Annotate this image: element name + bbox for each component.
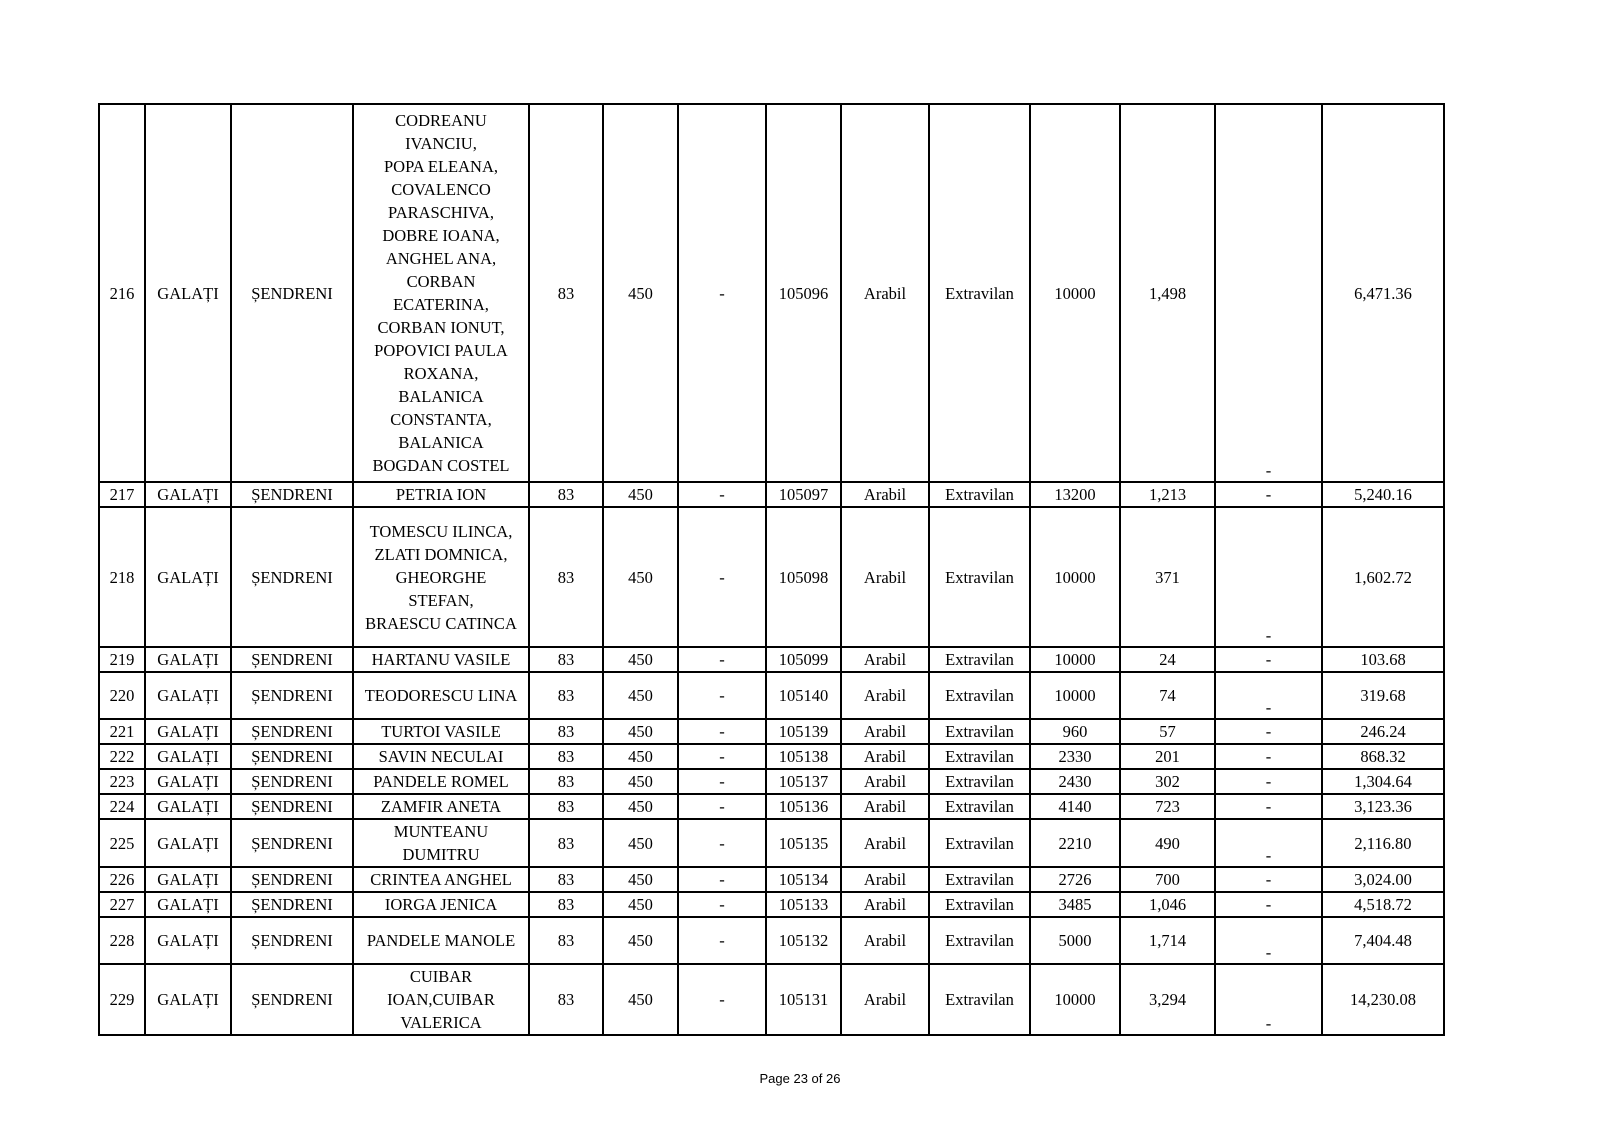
- amount-cell: 4,518.72: [1322, 892, 1444, 917]
- parcela-cell: 450: [603, 719, 678, 744]
- owner-line: ROXANA,: [403, 364, 479, 383]
- tarla-cell: 83: [529, 769, 603, 794]
- tarla-cell: 83: [529, 917, 603, 964]
- county-cell: GALAȚI: [145, 867, 231, 892]
- parcela-cell: 450: [603, 964, 678, 1035]
- blank-cell: -: [678, 794, 766, 819]
- owner-line: CRINTEA ANGHEL: [370, 870, 512, 889]
- amount-cell: 7,404.48: [1322, 917, 1444, 964]
- land-use-cell: Arabil: [841, 964, 929, 1035]
- tarla-cell: 83: [529, 964, 603, 1035]
- owner-line: PANDELE MANOLE: [366, 931, 516, 950]
- row-number: 228: [99, 917, 145, 964]
- parcela-cell: 450: [603, 647, 678, 672]
- amount-cell: 6,471.36: [1322, 104, 1444, 482]
- blank-cell: -: [678, 482, 766, 507]
- county-cell: GALAȚI: [145, 104, 231, 482]
- county-cell: GALAȚI: [145, 744, 231, 769]
- blank-cell: -: [678, 744, 766, 769]
- amount-cell: 5,240.16: [1322, 482, 1444, 507]
- owners-cell: [353, 507, 529, 647]
- expropriated-area-cell: 1,714: [1120, 917, 1215, 964]
- tarla-cell: 83: [529, 672, 603, 719]
- owners-cell: [353, 672, 529, 719]
- mark-cell: -: [1215, 794, 1322, 819]
- owner-line: DUMITRU: [402, 845, 480, 864]
- amount-cell: 2,116.80: [1322, 819, 1444, 867]
- table-row: [99, 769, 1444, 794]
- owner-line: CORBAN IONUT,: [377, 318, 505, 337]
- tarla-cell: 83: [529, 867, 603, 892]
- county-cell: GALAȚI: [145, 647, 231, 672]
- cadastral-number-cell: 105140: [766, 672, 841, 719]
- parcela-cell: 450: [603, 917, 678, 964]
- owner-line: PETRIA ION: [395, 485, 487, 504]
- zone-cell: Extravilan: [929, 482, 1030, 507]
- row-number: 225: [99, 819, 145, 867]
- tarla-cell: 83: [529, 719, 603, 744]
- owner-line: BALANICA: [398, 387, 484, 406]
- zone-cell: Extravilan: [929, 672, 1030, 719]
- locality-cell: ȘENDRENI: [231, 104, 353, 482]
- parcela-cell: 450: [603, 104, 678, 482]
- owners-cell: [353, 647, 529, 672]
- page-number: Page 23 of 26: [759, 1071, 841, 1086]
- amount-cell: 1,304.64: [1322, 769, 1444, 794]
- amount-cell: 246.24: [1322, 719, 1444, 744]
- owner-line: CORBAN: [406, 272, 476, 291]
- table-row: [99, 867, 1444, 892]
- land-use-cell: Arabil: [841, 892, 929, 917]
- owners-cell: [353, 482, 529, 507]
- row-number: 221: [99, 719, 145, 744]
- total-area-cell: 2330: [1030, 744, 1120, 769]
- mark-cell: -: [1215, 647, 1322, 672]
- zone-cell: Extravilan: [929, 794, 1030, 819]
- land-use-cell: Arabil: [841, 104, 929, 482]
- owner-line: IOAN,CUIBAR: [387, 990, 495, 1009]
- total-area-cell: 2210: [1030, 819, 1120, 867]
- locality-cell: ȘENDRENI: [231, 744, 353, 769]
- parcela-cell: 450: [603, 867, 678, 892]
- county-cell: GALAȚI: [145, 819, 231, 867]
- locality-cell: ȘENDRENI: [231, 964, 353, 1035]
- blank-cell: -: [678, 769, 766, 794]
- locality-cell: ȘENDRENI: [231, 794, 353, 819]
- total-area-cell: 960: [1030, 719, 1120, 744]
- cadastral-number-cell: 105134: [766, 867, 841, 892]
- total-area-cell: 5000: [1030, 917, 1120, 964]
- blank-cell: -: [678, 104, 766, 482]
- owners-cell: [353, 769, 529, 794]
- tarla-cell: 83: [529, 892, 603, 917]
- tarla-cell: 83: [529, 647, 603, 672]
- row-number: 227: [99, 892, 145, 917]
- blank-cell: -: [678, 647, 766, 672]
- zone-cell: Extravilan: [929, 719, 1030, 744]
- table-row: [99, 794, 1444, 819]
- expropriated-area-cell: 371: [1120, 507, 1215, 647]
- row-number: 222: [99, 744, 145, 769]
- locality-cell: ȘENDRENI: [231, 867, 353, 892]
- cadastral-number-cell: 105135: [766, 819, 841, 867]
- total-area-cell: 3485: [1030, 892, 1120, 917]
- owner-line: ANGHEL ANA,: [385, 249, 497, 268]
- owner-line: IORGA JENICA: [384, 895, 498, 914]
- blank-cell: -: [678, 917, 766, 964]
- owner-line: BALANICA: [398, 433, 484, 452]
- table-row: [99, 672, 1444, 719]
- expropriated-area-cell: 1,213: [1120, 482, 1215, 507]
- expropriated-area-cell: 24: [1120, 647, 1215, 672]
- owner-line: PARASCHIVA,: [388, 203, 494, 222]
- total-area-cell: 10000: [1030, 964, 1120, 1035]
- county-cell: GALAȚI: [145, 719, 231, 744]
- total-area-cell: 13200: [1030, 482, 1120, 507]
- mark-cell: -: [1215, 482, 1322, 507]
- total-area-cell: 2726: [1030, 867, 1120, 892]
- land-use-cell: Arabil: [841, 867, 929, 892]
- owner-line: TURTOI VASILE: [381, 722, 501, 741]
- owners-cell: [353, 867, 529, 892]
- land-use-cell: Arabil: [841, 482, 929, 507]
- expropriated-area-cell: 1,498: [1120, 104, 1215, 482]
- owner-line: STEFAN,: [408, 590, 474, 610]
- owner-line: VALERICA: [400, 1013, 482, 1032]
- total-area-cell: 10000: [1030, 672, 1120, 719]
- row-number: 216: [99, 104, 145, 482]
- zone-cell: Extravilan: [929, 917, 1030, 964]
- locality-cell: ȘENDRENI: [231, 917, 353, 964]
- parcela-cell: 450: [603, 819, 678, 867]
- blank-cell: -: [678, 819, 766, 867]
- amount-cell: 3,123.36: [1322, 794, 1444, 819]
- land-use-cell: Arabil: [841, 769, 929, 794]
- land-use-cell: Arabil: [841, 744, 929, 769]
- mark-cell: -: [1215, 819, 1322, 867]
- mark-cell: -: [1215, 867, 1322, 892]
- owner-line: CODREANU: [395, 111, 487, 130]
- mark-cell: -: [1215, 892, 1322, 917]
- parcela-cell: 450: [603, 482, 678, 507]
- county-cell: GALAȚI: [145, 482, 231, 507]
- table-row: [99, 507, 1444, 647]
- mark-cell: -: [1215, 507, 1322, 647]
- zone-cell: Extravilan: [929, 507, 1030, 647]
- cadastral-number-cell: 105131: [766, 964, 841, 1035]
- county-cell: GALAȚI: [145, 507, 231, 647]
- zone-cell: Extravilan: [929, 892, 1030, 917]
- county-cell: GALAȚI: [145, 672, 231, 719]
- parcela-cell: 450: [603, 892, 678, 917]
- land-use-cell: Arabil: [841, 794, 929, 819]
- parcela-cell: 450: [603, 769, 678, 794]
- tarla-cell: 83: [529, 819, 603, 867]
- owner-line: ECATERINA,: [393, 295, 489, 314]
- tarla-cell: 83: [529, 482, 603, 507]
- cadastral-number-cell: 105097: [766, 482, 841, 507]
- table-row: [99, 917, 1444, 964]
- cadastral-number-cell: 105137: [766, 769, 841, 794]
- owner-line: PANDELE ROMEL: [373, 772, 509, 791]
- owners-cell: [353, 744, 529, 769]
- locality-cell: ȘENDRENI: [231, 819, 353, 867]
- amount-cell: 319.68: [1322, 672, 1444, 719]
- cadastral-number-cell: 105133: [766, 892, 841, 917]
- total-area-cell: 4140: [1030, 794, 1120, 819]
- locality-cell: ȘENDRENI: [231, 482, 353, 507]
- row-number: 226: [99, 867, 145, 892]
- cadastral-number-cell: 105132: [766, 917, 841, 964]
- expropriated-area-cell: 74: [1120, 672, 1215, 719]
- blank-cell: -: [678, 964, 766, 1035]
- expropriation-table: [98, 103, 1445, 1036]
- owners-cell: [353, 819, 529, 867]
- owner-line: CUIBAR: [409, 967, 473, 986]
- table-row: [99, 719, 1444, 744]
- owner-line: MUNTEANU: [393, 822, 489, 841]
- parcela-cell: 450: [603, 744, 678, 769]
- owner-line: CONSTANTA,: [390, 410, 492, 429]
- expropriated-area-cell: 1,046: [1120, 892, 1215, 917]
- owner-line: GHEORGHE: [395, 567, 487, 587]
- locality-cell: ȘENDRENI: [231, 719, 353, 744]
- table-row: [99, 892, 1444, 917]
- owner-line: SAVIN NECULAI: [378, 747, 504, 766]
- mark-cell: -: [1215, 964, 1322, 1035]
- cadastral-number-cell: 105139: [766, 719, 841, 744]
- amount-cell: 103.68: [1322, 647, 1444, 672]
- owner-line: ZAMFIR ANETA: [380, 797, 502, 816]
- parcela-cell: 450: [603, 794, 678, 819]
- table-row: [99, 647, 1444, 672]
- owners-cell: [353, 964, 529, 1035]
- owner-line: POPOVICI PAULA: [374, 341, 508, 360]
- table-row: [99, 964, 1444, 1035]
- row-number: 224: [99, 794, 145, 819]
- owner-line: BOGDAN COSTEL: [372, 456, 510, 475]
- cadastral-number-cell: 105099: [766, 647, 841, 672]
- county-cell: GALAȚI: [145, 917, 231, 964]
- total-area-cell: 10000: [1030, 647, 1120, 672]
- expropriated-area-cell: 201: [1120, 744, 1215, 769]
- total-area-cell: 2430: [1030, 769, 1120, 794]
- row-number: 229: [99, 964, 145, 1035]
- zone-cell: Extravilan: [929, 647, 1030, 672]
- county-cell: GALAȚI: [145, 794, 231, 819]
- owner-line: BRAESCU CATINCA: [365, 613, 517, 633]
- row-number: 218: [99, 507, 145, 647]
- cadastral-number-cell: 105136: [766, 794, 841, 819]
- owner-line: COVALENCO: [391, 180, 491, 199]
- owners-cell: [353, 917, 529, 964]
- amount-cell: 3,024.00: [1322, 867, 1444, 892]
- land-use-cell: Arabil: [841, 917, 929, 964]
- parcela-cell: 450: [603, 507, 678, 647]
- owner-line: TOMESCU ILINCA,: [369, 521, 513, 541]
- total-area-cell: 10000: [1030, 104, 1120, 482]
- tarla-cell: 83: [529, 794, 603, 819]
- tarla-cell: 83: [529, 744, 603, 769]
- total-area-cell: 10000: [1030, 507, 1120, 647]
- owners-cell: [353, 104, 529, 482]
- land-use-cell: Arabil: [841, 672, 929, 719]
- table-row: [99, 819, 1444, 867]
- land-use-cell: Arabil: [841, 719, 929, 744]
- owner-line: TEODORESCU LINA: [364, 686, 518, 705]
- owners-cell: [353, 892, 529, 917]
- expropriated-area-cell: 57: [1120, 719, 1215, 744]
- owners-cell: [353, 794, 529, 819]
- owner-line: ZLATI DOMNICA,: [374, 544, 508, 564]
- cadastral-number-cell: 105098: [766, 507, 841, 647]
- blank-cell: -: [678, 719, 766, 744]
- tarla-cell: 83: [529, 507, 603, 647]
- locality-cell: ȘENDRENI: [231, 507, 353, 647]
- amount-cell: 1,602.72: [1322, 507, 1444, 647]
- cadastral-number-cell: 105096: [766, 104, 841, 482]
- locality-cell: ȘENDRENI: [231, 647, 353, 672]
- county-cell: GALAȚI: [145, 964, 231, 1035]
- zone-cell: Extravilan: [929, 964, 1030, 1035]
- owner-line: IVANCIU,: [405, 134, 477, 153]
- owners-cell: [353, 719, 529, 744]
- mark-cell: -: [1215, 104, 1322, 482]
- land-use-cell: Arabil: [841, 507, 929, 647]
- table-row: [99, 744, 1444, 769]
- owner-line: HARTANU VASILE: [371, 650, 511, 669]
- expropriated-area-cell: 700: [1120, 867, 1215, 892]
- locality-cell: ȘENDRENI: [231, 672, 353, 719]
- mark-cell: -: [1215, 719, 1322, 744]
- parcela-cell: 450: [603, 672, 678, 719]
- land-use-cell: Arabil: [841, 647, 929, 672]
- table-row: [99, 482, 1444, 507]
- zone-cell: Extravilan: [929, 744, 1030, 769]
- row-number: 217: [99, 482, 145, 507]
- table-row: [99, 104, 1444, 482]
- zone-cell: Extravilan: [929, 769, 1030, 794]
- expropriated-area-cell: 490: [1120, 819, 1215, 867]
- amount-cell: 868.32: [1322, 744, 1444, 769]
- blank-cell: -: [678, 507, 766, 647]
- owner-line: DOBRE IOANA,: [382, 226, 500, 245]
- mark-cell: -: [1215, 917, 1322, 964]
- row-number: 220: [99, 672, 145, 719]
- mark-cell: -: [1215, 744, 1322, 769]
- expropriated-area-cell: 3,294: [1120, 964, 1215, 1035]
- amount-cell: 14,230.08: [1322, 964, 1444, 1035]
- zone-cell: Extravilan: [929, 819, 1030, 867]
- mark-cell: -: [1215, 672, 1322, 719]
- tarla-cell: 83: [529, 104, 603, 482]
- zone-cell: Extravilan: [929, 867, 1030, 892]
- blank-cell: -: [678, 892, 766, 917]
- row-number: 223: [99, 769, 145, 794]
- blank-cell: -: [678, 867, 766, 892]
- locality-cell: ȘENDRENI: [231, 892, 353, 917]
- blank-cell: -: [678, 672, 766, 719]
- county-cell: GALAȚI: [145, 769, 231, 794]
- cadastral-number-cell: 105138: [766, 744, 841, 769]
- owner-line: POPA ELEANA,: [384, 157, 498, 176]
- county-cell: GALAȚI: [145, 892, 231, 917]
- row-number: 219: [99, 647, 145, 672]
- expropriated-area-cell: 723: [1120, 794, 1215, 819]
- table-body: [99, 104, 1444, 1035]
- zone-cell: Extravilan: [929, 104, 1030, 482]
- mark-cell: -: [1215, 769, 1322, 794]
- land-use-cell: Arabil: [841, 819, 929, 867]
- locality-cell: ȘENDRENI: [231, 769, 353, 794]
- expropriated-area-cell: 302: [1120, 769, 1215, 794]
